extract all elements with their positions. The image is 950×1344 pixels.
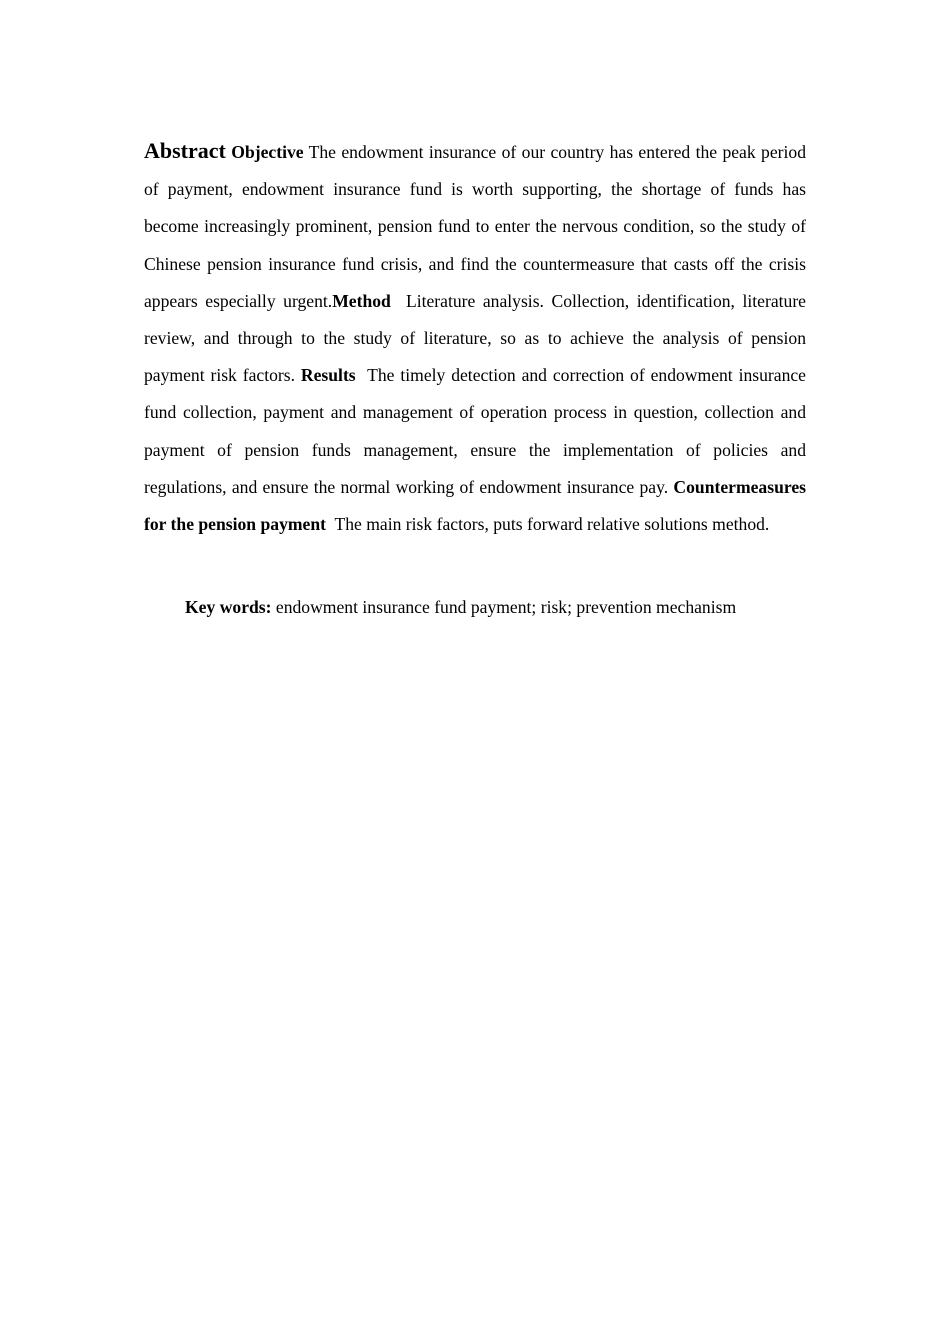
abstract-heading: Abstract bbox=[144, 138, 226, 163]
keywords-text: endowment insurance fund payment; risk; prevention mechanism bbox=[275, 597, 737, 617]
countermeasures-label: Countermeasures for the pension payment bbox=[144, 476, 806, 535]
countermeasures-text: The main risk factors, puts forward relative solutions method. bbox=[334, 514, 770, 535]
objective-text: The endowment insurance of our country has entered the peak period of payment, endowment insurance fund is worth supporting, the shortage of funds has become increasingly prominent, pension fund to enter the nervous condition, so the study of Chinese pension insurance fund crisis, and find the countermeasure that casts off the crisis appears especially urgent. bbox=[144, 142, 806, 311]
method-label: Method bbox=[332, 290, 391, 311]
results-label: Results bbox=[300, 365, 356, 386]
results-text: The timely detection and correction of endowment insurance fund collection, payment and management of operation process in question, collection and payment of pension funds management, ensure the implementation of policies and regulations, and ensure the normal working of endowment insurance pay. bbox=[144, 365, 806, 497]
keywords-label: Key words: bbox=[185, 597, 272, 617]
objective-label: Objective bbox=[231, 142, 304, 162]
abstract-paragraph bbox=[144, 132, 806, 543]
keywords-line bbox=[185, 592, 835, 622]
method-text: Literature analysis. Collection, identification, literature review, and through to the study of literature, so as to achieve the analysis of pension payment risk factors. bbox=[144, 290, 806, 386]
